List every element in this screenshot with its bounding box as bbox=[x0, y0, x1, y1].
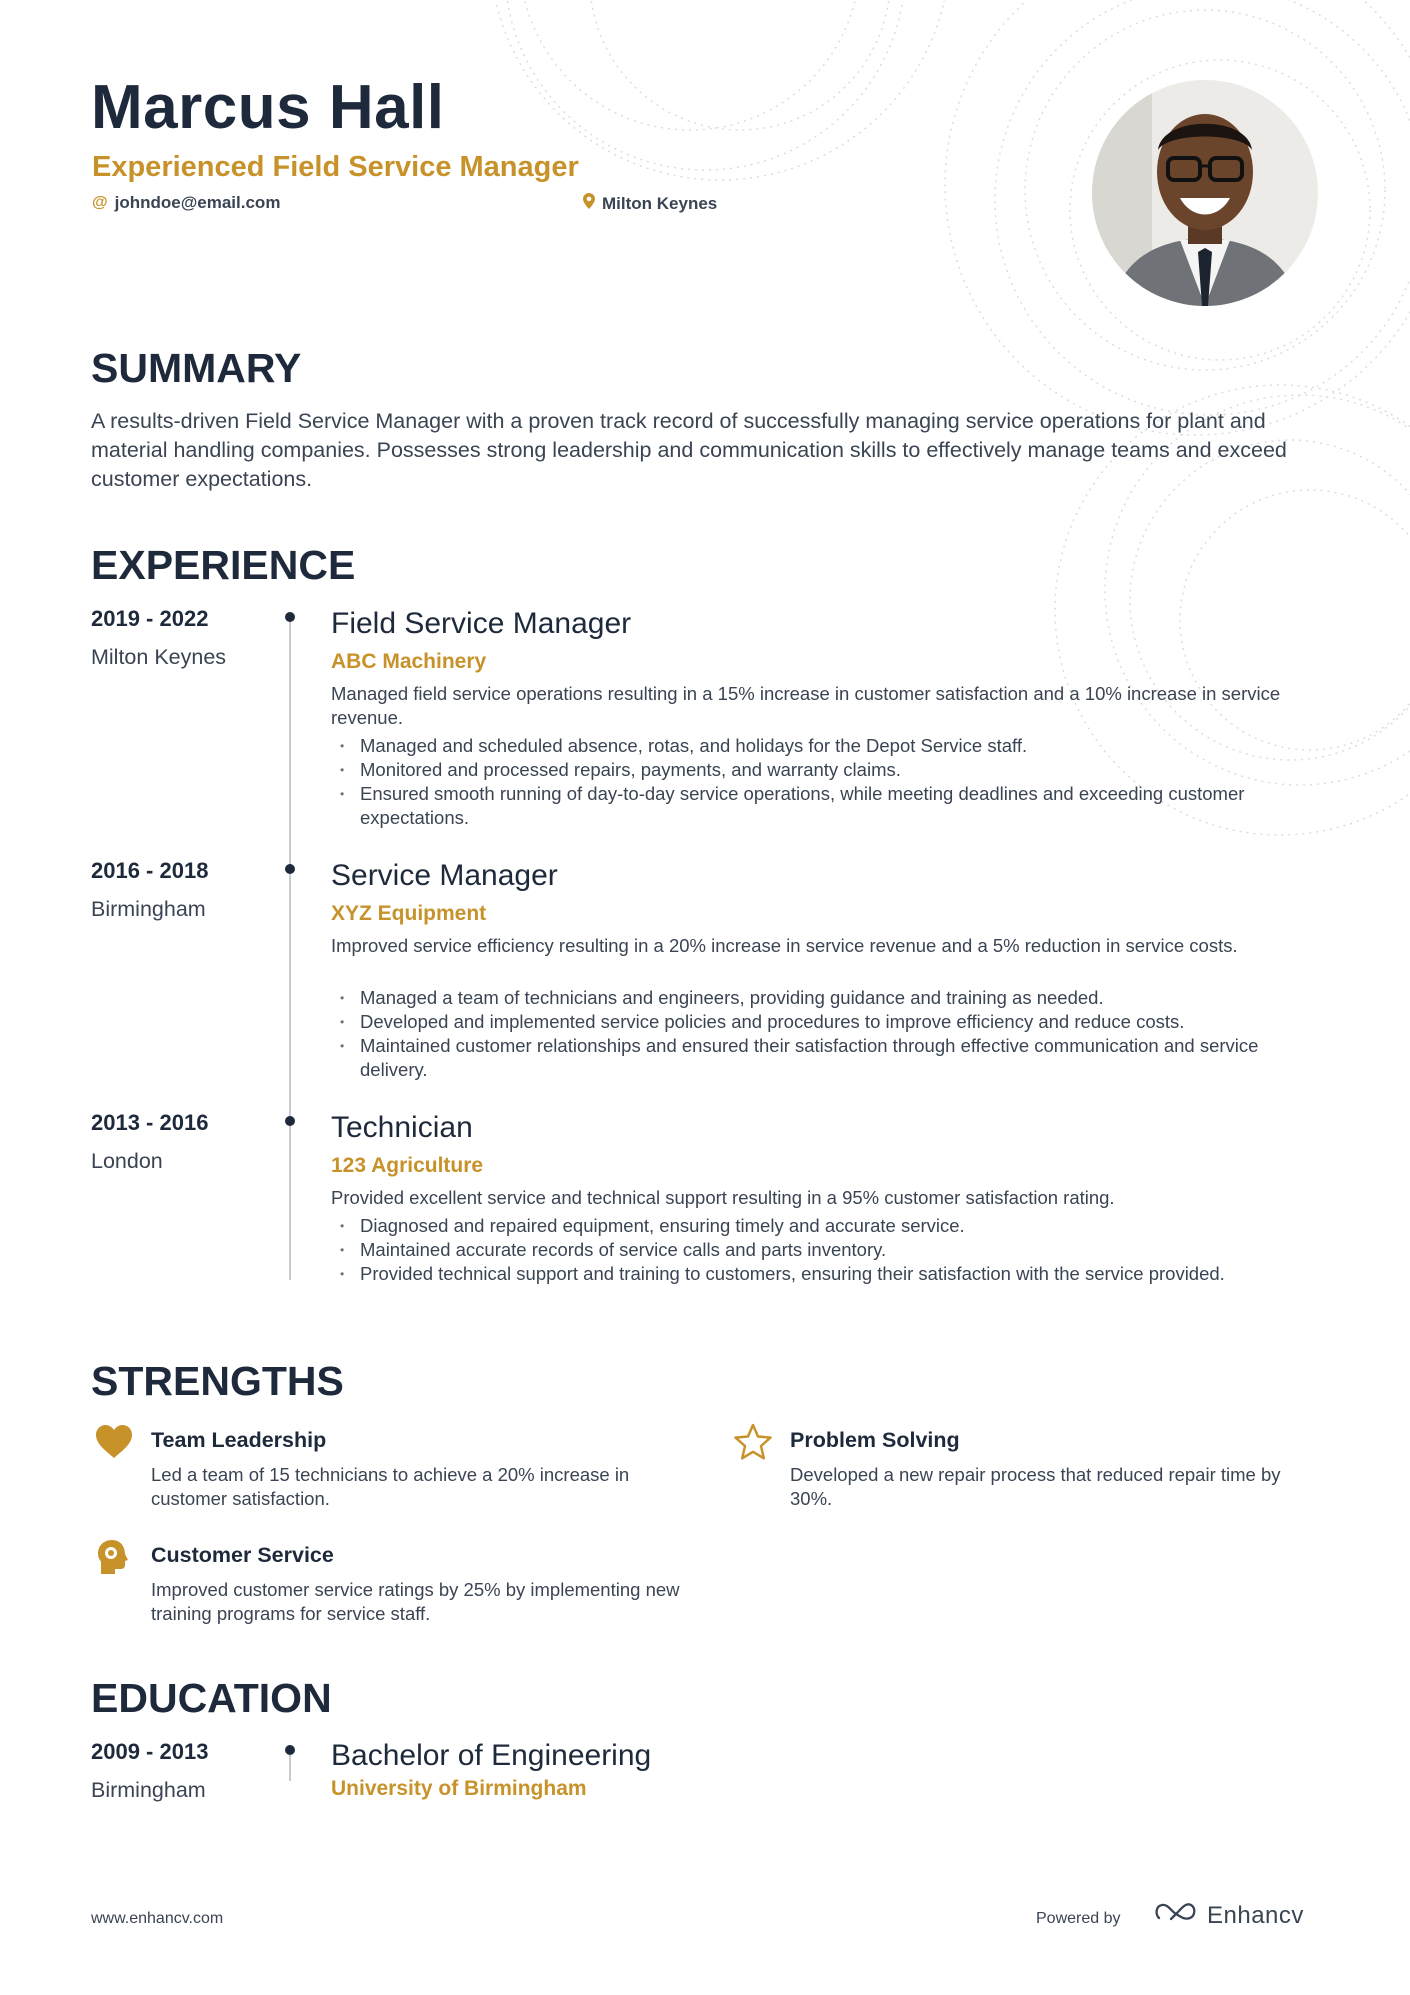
experience-dates: 2013 - 2016 bbox=[91, 1110, 209, 1135]
summary-heading: SUMMARY bbox=[91, 345, 302, 391]
enhancv-logo-icon bbox=[1155, 1900, 1199, 1931]
enhancv-logo[interactable] bbox=[1155, 1900, 1304, 1931]
at-icon: @ bbox=[92, 194, 108, 211]
education-dates: 2009 - 2013 bbox=[91, 1739, 209, 1764]
bullet-item: • Monitored and processed repairs, payments, and warranty claims. bbox=[331, 758, 1331, 782]
strengths-heading: STRENGTHS bbox=[91, 1358, 344, 1404]
strength-description: Led a team of 15 technicians to achieve a 20% increase in customer satisfaction. bbox=[151, 1464, 630, 1509]
experience-role: Technician bbox=[331, 1111, 473, 1144]
bullet-item: • Maintained accurate records of service calls and parts inventory. bbox=[331, 1238, 1331, 1262]
experience-dates: 2016 - 2018 bbox=[91, 858, 209, 883]
experience-location: Birmingham bbox=[91, 897, 206, 921]
candidate-name: Marcus Hall bbox=[91, 73, 445, 142]
strength-title: Problem Solving bbox=[790, 1428, 960, 1452]
strength-title: Customer Service bbox=[151, 1543, 334, 1567]
bullet-item: • Maintained customer relationships and ensured their satisfaction through effective communication and service delivery. bbox=[331, 1034, 1331, 1082]
timeline-dot bbox=[285, 612, 295, 622]
bullet-item: • Developed and implemented service policies and procedures to improve efficiency and reduce costs. bbox=[331, 1010, 1331, 1034]
strength-title: Team Leadership bbox=[151, 1428, 327, 1452]
bullet-item: • Managed and scheduled absence, rotas, and holidays for the Depot Service staff. bbox=[331, 734, 1331, 758]
experience-bullets bbox=[331, 1214, 1331, 1286]
bullet-item: • Ensured smooth running of day-to-day service operations, while meeting deadlines and exceeding customer expectations. bbox=[331, 782, 1331, 830]
bullet-item: • Managed a team of technicians and engineers, providing guidance and training as needed. bbox=[331, 986, 1331, 1010]
education-location: Birmingham bbox=[91, 1778, 206, 1802]
timeline-dot bbox=[285, 1745, 295, 1755]
experience-company: XYZ Equipment bbox=[331, 902, 487, 925]
summary-text: A results-driven Field Service Manager with a proven track record of successfully managing service operations for plant and material handling companies. Possesses strong leadership and communication skills to effectively manage teams and exceed customer expectations. bbox=[91, 409, 1287, 491]
footer-website-link[interactable]: www.enhancv.com bbox=[91, 1910, 224, 1927]
experience-company: ABC Machinery bbox=[331, 650, 487, 673]
experience-bullets bbox=[331, 986, 1331, 1082]
education-degree: Bachelor of Engineering bbox=[331, 1739, 652, 1772]
candidate-title: Experienced Field Service Manager bbox=[92, 151, 579, 183]
email-text: johndoe@email.com bbox=[114, 193, 281, 212]
timeline-dot bbox=[285, 1116, 295, 1126]
experience-location: Milton Keynes bbox=[91, 645, 227, 669]
experience-dates: 2019 - 2022 bbox=[91, 606, 209, 631]
bullet-item: • Diagnosed and repaired equipment, ensuring timely and accurate service. bbox=[331, 1214, 1331, 1238]
timeline-dot bbox=[285, 864, 295, 874]
head-icon bbox=[94, 1537, 134, 1577]
footer-powered-by: Powered by bbox=[1036, 1910, 1121, 1927]
experience-location: London bbox=[91, 1149, 163, 1173]
experience-bullets bbox=[331, 734, 1331, 830]
heart-icon bbox=[94, 1422, 134, 1462]
education-school: University of Birmingham bbox=[331, 1777, 587, 1800]
profile-photo bbox=[1092, 80, 1318, 306]
education-heading: EDUCATION bbox=[91, 1675, 332, 1721]
experience-role: Field Service Manager bbox=[331, 607, 632, 640]
star-icon bbox=[733, 1422, 773, 1462]
contact-email[interactable] bbox=[92, 193, 280, 213]
experience-heading: EXPERIENCE bbox=[91, 542, 356, 588]
enhancv-brand-text: Enhancv bbox=[1207, 1901, 1304, 1929]
contact-location bbox=[583, 193, 717, 214]
location-text: Milton Keynes bbox=[602, 193, 718, 213]
experience-company: 123 Agriculture bbox=[331, 1154, 484, 1177]
experience-description: Managed field service operations resulting in a 15% increase in customer satisfaction and a 10% increase in service revenue. bbox=[331, 683, 1281, 728]
strength-description: Developed a new repair process that reduced repair time by 30%. bbox=[790, 1464, 1281, 1509]
experience-description: Improved service efficiency resulting in a 20% increase in service revenue and a 5% reduction in service costs. bbox=[331, 935, 1238, 956]
strength-description: Improved customer service ratings by 25% by implementing new training programs for service staff. bbox=[151, 1579, 680, 1624]
location-pin-icon bbox=[583, 193, 595, 214]
experience-timeline-line bbox=[289, 612, 291, 1280]
experience-description: Provided excellent service and technical support resulting in a 95% customer satisfaction rating. bbox=[331, 1187, 1115, 1208]
bullet-item: • Provided technical support and training to customers, ensuring their satisfaction with the service provided. bbox=[331, 1262, 1331, 1286]
experience-role: Service Manager bbox=[331, 859, 558, 892]
